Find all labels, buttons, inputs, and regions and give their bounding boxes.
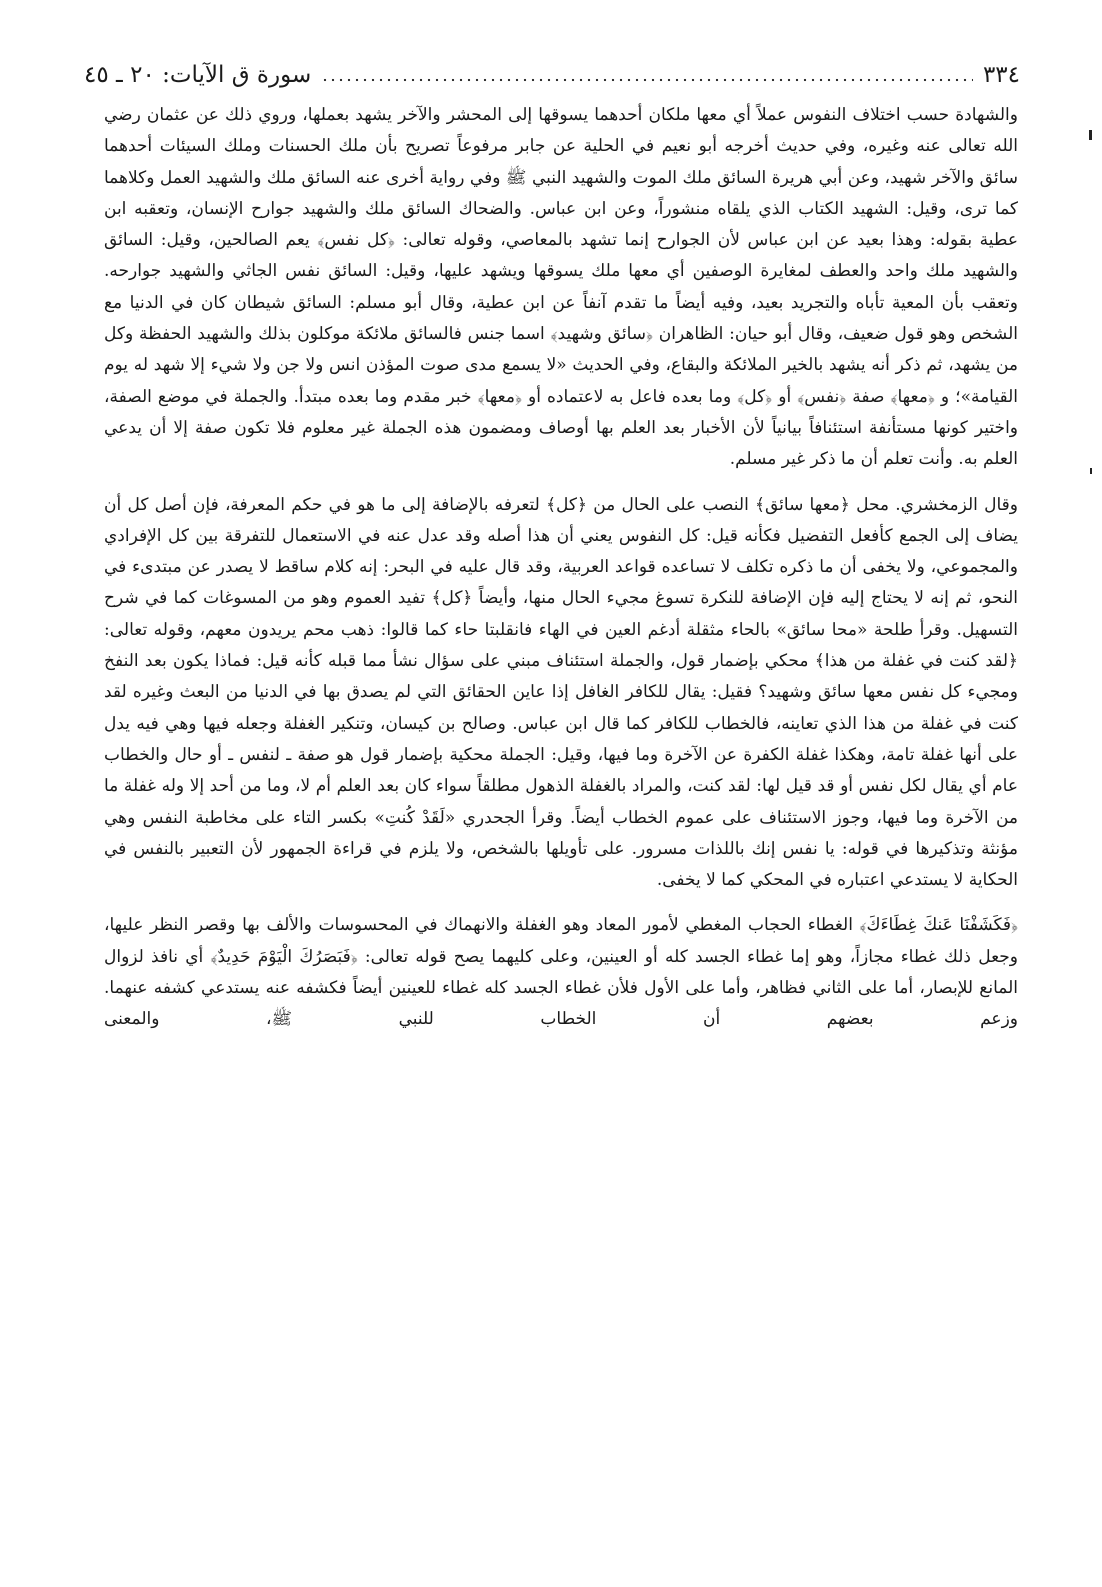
margin-mark	[1090, 468, 1092, 474]
page-header	[84, 58, 1020, 92]
paragraph: ﴿فَكَشَفْنَا عَنكَ غِطَاءَكَ﴾ الغطاء الحجاب المغطي لأمور المعاد وهو الغفلة والانهماك في المحسوسات والألف بها وقصر النظر عليها، وجعل ذلك غطاء مجازاً، وهو إما غطاء الجسد كله أو العينين، وعلى كليهما يصح قوله تعالى: ﴿فَبَصَرُكَ الْيَوْمَ حَدِيدٌ﴾ أي نافذ لزوال المانع للإبصار، أما على الثاني فظاهر، وأما على الأول فلأن غطاء الجسد كله غطاء للعينين أيضاً فكشفه عنه يستدعي كشفه عنهما. وزعم بعضهم أن الخطاب للنبي ﷺ، والمعنى	[104, 915, 1018, 1030]
page-number: ٣٣٤	[982, 62, 1020, 88]
header-dotted-leader	[321, 77, 973, 83]
paragraph: وقال الزمخشري. محل ﴿معها سائق﴾ النصب على الحال من ﴿كل﴾ لتعرفه بالإضافة إلى ما هو في حكم المعرفة، فإن أصل كل أن يضاف إلى الجمع كأفعل التفضيل فكأنه قيل: كل النفوس يعني أن هذا أصله وقد عدل عنه في الاستعمال للتفرقة بين كل الإفرادي والمجموعي، ولا يخفى أن ما ذكره تكلف لا تساعده قواعد العربية، وقد قال عليه في البحر: إنه كلام ساقط لا يصدر عن مبتدىء في النحو، ثم إنه لا يحتاج إليه فإن الإضافة للنكرة تسوغ مجيء الحال منها، وأيضاً ﴿كل﴾ تفيد العموم وهو من المسوغات كما في شرح التسهيل. وقرأ طلحة «محا سائق» بالحاء مثقلة أدغم العين في الهاء فانقلبتا حاء كما قالوا: ذهب محم يريدون معهم، وقوله تعالى: ﴿لقد كنت في غفلة من هذا﴾ محكي بإضمار قول، والجملة استئناف مبني على سؤال نشأ مما قبله كأنه قيل: فماذا يكون بعد النفخ ومجيء كل نفس معها سائق وشهيد؟ فقيل: يقال للكافر الغافل إذا عاين الحقائق التي لم يصدق بها في الدنيا من البعث وغيره لقد كنت في غفلة من هذا الذي تعاينه، فالخطاب للكافر كما قال ابن عباس. وصالح بن كيسان، وتنكير الغفلة وجعله فيها وهي فيه يدل على أنها غفلة تامة، وهكذا غفلة الكفرة عن الآخرة وما فيها، وقيل: الجملة محكية بإضمار قول هو صفة ـ لنفس ـ أو حال والخطاب عام أي يقال لكل نفس أو قد قيل لها: لقد كنت، والمراد بالغفلة الذهول مطلقاً سواء كان بعد العلم أم لا، وما من أحد إلا وله غفلة ما من الآخرة وما فيها، وجوز الاستئناف على عموم الخطاب أيضاً. وقرأ الجحدري «لَقَدْ كُنتِ» بكسر التاء على مخاطبة النفس وهي مؤنثة وتذكيرها في قوله: يا نفس إنك باللذات مسرور. على تأويلها بالشخص، ولا يلزم في قراءة الجمهور لأن التعبير بالنفس في الحكاية لا يستدعي اعتباره في المحكي كما لا يخفى.	[104, 494, 1018, 891]
margin-mark	[1089, 130, 1092, 140]
page-body	[104, 100, 1018, 1036]
paragraph: والشهادة حسب اختلاف النفوس عملاً أي معها ملكان أحدهما يسوقها إلى المحشر والآخر يشهد بعملها، وروي ذلك عن عثمان رضي الله تعالى عنه وغيره، وفي حديث أخرجه أبو نعيم في الحلية عن جابر مرفوعاً تصريح بأن ملك الحسنات وملك السيئات أحدهما سائق والآخر شهيد، وعن أبي هريرة السائق ملك الموت والشهيد النبي ﷺ وفي رواية أخرى عنه السائق ملك والشهيد العمل وكلاهما كما ترى، وقيل: الشهيد الكتاب الذي يلقاه منشوراً، وعن ابن عباس. والضحاك السائق ملك والشهيد جوارح الإنسان، وتعقبه ابن عطية بقوله: وهذا بعيد عن ابن عباس لأن الجوارح إنما تشهد بالمعاصي، وقوله تعالى: ﴿كل نفس﴾ يعم الصالحين، وقيل: السائق والشهيد ملك واحد والعطف لمغايرة الوصفين أي معها ملك يسوقها ويشهد عليها، وقيل: السائق نفس الجاثي والشهيد جوارحه. وتعقب بأن المعية تأباه والتجريد بعيد، وفيه أيضاً ما تقدم آنفاً عن ابن عطية، وقال أبو مسلم: السائق شيطان كان في الدنيا مع الشخص وهو قول ضعيف، وقال أبو حيان: الظاهران ﴿سائق وشهيد﴾ اسما جنس فالسائق ملائكة موكلون بذلك والشهيد الحفظة وكل من يشهد، ثم ذكر أنه يشهد بالخير الملائكة والبقاع، وفي الحديث «لا يسمع مدى صوت المؤذن انس ولا جن ولا شيء إلا شهد له يوم القيامة»؛ و ﴿معها﴾ صفة ﴿نفس﴾ أو ﴿كل﴾ وما بعده فاعل به لاعتماده أو ﴿معها﴾ خبر مقدم وما بعده مبتدأ. والجملة في موضع الصفة، واختير كونها مستأنفة استئنافاً بيانياً لأن الأخبار بعد العلم بها أوصاف ومضمون هذه الجملة غير معلوم فلا تكون صفة إلا أن يدعي العلم به. وأنت تعلم أن ما ذكر غير مسلم.	[104, 105, 1018, 470]
surah-title: سورة ق الآيات: ٢٠ ـ ٤٥	[84, 62, 312, 88]
